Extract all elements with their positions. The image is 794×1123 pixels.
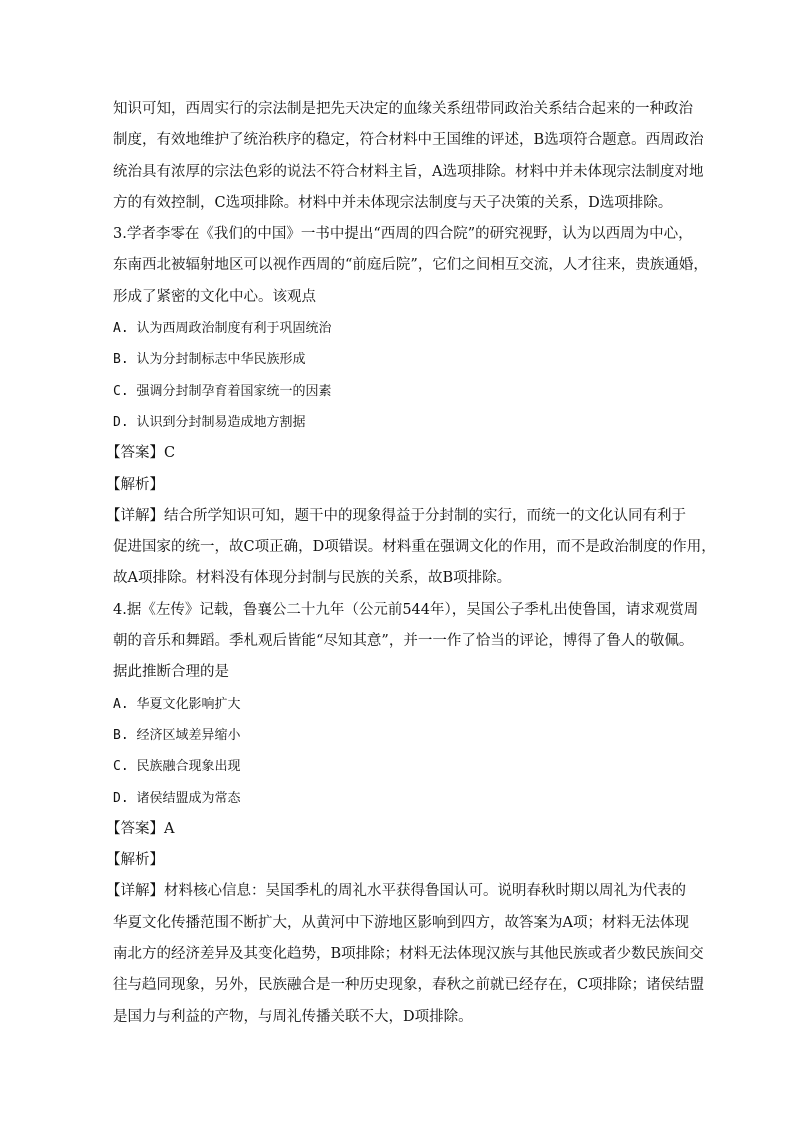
question-4-option-a: A. 华夏文化影响扩大 xyxy=(113,696,241,712)
question-3-option-a: A. 认为西周政治制度有利于巩固统治 xyxy=(113,321,332,337)
question-4-answer: 【答案】A xyxy=(106,820,175,837)
question-4-stem: 朝的音乐和舞蹈。季札观后皆能“尽知其意”，并一一作了恰当的评论，博得了鲁人的敬佩。 xyxy=(113,633,694,650)
text-line: 方的有效控制，C选项排除。材料中并未体现宗法制度与天子决策的关系，D选项排除。 xyxy=(113,194,673,211)
question-3-analysis-heading: 【解析】 xyxy=(106,476,164,493)
question-4-stem: 据此推断合理的是 xyxy=(113,664,229,681)
question-3-option-d: D. 认识到分封制易造成地方割据 xyxy=(113,414,306,430)
question-4-explanation: 【详解】材料核心信息：吴国季札的周礼水平获得鲁国认可。说明春秋时期以周礼为代表的 xyxy=(106,883,686,900)
question-3-option-c: C. 强调分封制孕育着国家统一的因素 xyxy=(113,383,332,399)
question-3-explanation: 促进国家的统一，故C项正确，D项错误。材料重在强调文化的作用，而不是政治制度的作用， xyxy=(113,539,716,556)
text-line: 制度，有效地维护了统治秩序的稳定，符合材料中王国维的评述，B选项符合题意。西周政治 xyxy=(113,132,704,149)
question-4-explanation: 是国力与利益的产物，与周礼传播关联不大，D项排除。 xyxy=(113,1008,473,1025)
question-4-stem: 4.据《左传》记载，鲁襄公二十九年（公元前544年），吴国公子季札出使鲁国，请求观赏周 xyxy=(113,601,699,618)
question-3-stem: 3.学者李零在《我们的中国》一书中提出“西周的四合院”的研究视野，认为以西周为中心， xyxy=(113,226,693,243)
question-4-analysis-heading: 【解析】 xyxy=(106,852,164,869)
question-4-explanation: 南北方的经济差异及其变化趋势，B项排除；材料无法体现汉族与其他民族或者少数民族间交 xyxy=(113,946,704,963)
question-4-explanation: 华夏文化传播范围不断扩大，从黄河中下游地区影响到四方，故答案为A项；材料无法体现 xyxy=(113,914,689,931)
question-3-explanation: 故A项排除。材料没有体现分封制与民族的关系，故B项排除。 xyxy=(113,570,512,587)
question-4-option-d: D. 诸侯结盟成为常态 xyxy=(113,790,241,806)
question-3-option-b: B. 认为分封制标志中华民族形成 xyxy=(113,352,306,368)
question-3-stem: 形成了紧密的文化中心。该观点 xyxy=(113,288,316,305)
question-4-option-c: C. 民族融合现象出现 xyxy=(113,759,241,775)
question-3-stem: 东南西北被辐射地区可以视作西周的“前庭后院”，它们之间相互交流，人才往来，贵族通婚， xyxy=(113,257,708,274)
document-body xyxy=(106,94,716,1033)
text-line: 知识可知，西周实行的宗法制是把先天决定的血缘关系纽带同政治关系结合起来的一种政治 xyxy=(113,101,693,117)
question-3-explanation: 【详解】结合所学知识可知，题干中的现象得益于分封制的实行，而统一的文化认同有利于 xyxy=(106,507,686,524)
question-4-explanation: 往与趋同现象，另外，民族融合是一种历史现象，春秋之前就已经存在，C项排除；诸侯结盟 xyxy=(113,977,705,994)
text-line: 统治具有浓厚的宗法色彩的说法不符合材料主旨，A选项排除。材料中并未体现宗法制度对地 xyxy=(113,163,704,180)
question-4-option-b: B. 经济区域差异缩小 xyxy=(113,727,241,743)
question-3-answer: 【答案】C xyxy=(106,445,176,462)
